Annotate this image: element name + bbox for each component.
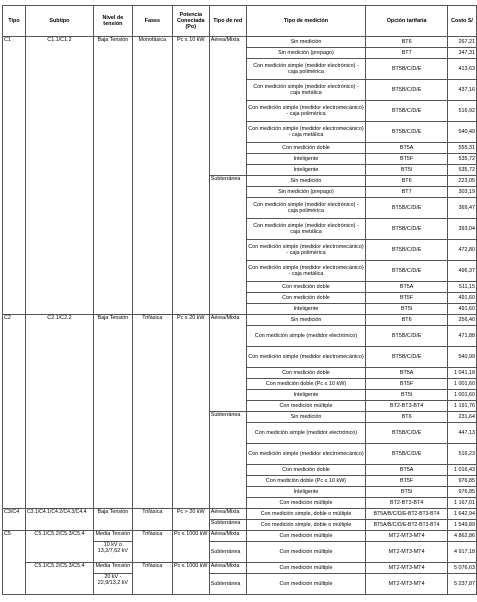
header-fases: Fases bbox=[132, 6, 172, 37]
opcion-cell: BT5F bbox=[366, 293, 448, 304]
medicion-cell: Sin medición (prepago) bbox=[246, 187, 366, 198]
opcion-cell: BT5B/C/D/E bbox=[366, 59, 448, 80]
tipo-cell: C3/C4 bbox=[3, 509, 26, 531]
medicion-cell: Con medición simple (medidor electromecánico) - caja polimérica bbox=[246, 240, 366, 261]
costo-cell: 1 016,43 bbox=[448, 465, 477, 476]
medicion-cell: Inteligente bbox=[246, 304, 366, 315]
red-cell: Aérea/Mixta bbox=[209, 563, 246, 574]
opcion-cell: BT5B/C/D/E bbox=[366, 80, 448, 101]
medicion-cell: Sin medición bbox=[246, 315, 366, 326]
potencia-cell: Pc ≤ 1000 kW bbox=[172, 531, 209, 563]
red-cell: Subterránea bbox=[209, 520, 246, 531]
medicion-cell: Inteligente bbox=[246, 487, 366, 498]
opcion-cell: BT5B/C/D/E bbox=[366, 101, 448, 122]
costo-cell: 4 917,18 bbox=[448, 542, 477, 563]
medicion-cell: Sin medición bbox=[246, 176, 366, 187]
opcion-cell: MT2-MT3-MT4 bbox=[366, 563, 448, 574]
header-row bbox=[3, 6, 477, 37]
medicion-cell: Sin medición (prepago) bbox=[246, 48, 366, 59]
opcion-cell: BT5I bbox=[366, 390, 448, 401]
medicion-cell: Con medición doble (Pc ≤ 10 kW) bbox=[246, 379, 366, 390]
fases-cell: Trifásica bbox=[132, 509, 172, 531]
opcion-cell: BT5B/C/D/E bbox=[366, 347, 448, 368]
header-subtipo: Subtipo bbox=[25, 6, 93, 37]
red-cell: Aérea/Mixta bbox=[209, 531, 246, 542]
costo-cell: 393,04 bbox=[448, 219, 477, 240]
header-tipo: Tipo bbox=[3, 6, 26, 37]
costo-cell: 1 642,94 bbox=[448, 509, 477, 520]
costo-cell: 5 237,87 bbox=[448, 574, 477, 595]
medicion-cell: Con medición simple (medidor electrónico) - caja metálica bbox=[246, 80, 366, 101]
medicion-cell: Con medición múltiple bbox=[246, 563, 366, 574]
subtipo-cell: C1.1/C1.2 bbox=[25, 37, 93, 315]
opcion-cell: BT5B/C/D/E bbox=[366, 326, 448, 347]
costo-cell: 511,15 bbox=[448, 282, 477, 293]
nivel-cell: Media Tensión bbox=[93, 563, 132, 574]
medicion-cell: Con medición simple (medidor electrónico) bbox=[246, 423, 366, 444]
opcion-cell: BT5I bbox=[366, 165, 448, 176]
red-cell: Aérea/Mixta bbox=[209, 37, 246, 176]
opcion-cell: MT2-MT3-MT4 bbox=[366, 531, 448, 542]
costo-cell: 540,99 bbox=[448, 347, 477, 368]
red-cell: Subterránea bbox=[209, 176, 246, 315]
subtipo-cell: C5.1/C5.2/C5.3/C5.4 bbox=[25, 531, 93, 563]
medicion-cell: Con medición simple (medidor electrónico) bbox=[246, 326, 366, 347]
subtipo-cell: C2.1/C2.2 bbox=[25, 315, 93, 509]
fases-cell: Trifásica bbox=[132, 315, 172, 509]
opcion-cell: BT5B/C/D/E bbox=[366, 198, 448, 219]
costo-cell: 1 549,89 bbox=[448, 520, 477, 531]
costo-cell: 496,37 bbox=[448, 261, 477, 282]
opcion-cell: BT5B/C/D/E bbox=[366, 219, 448, 240]
costo-cell: 540,49 bbox=[448, 122, 477, 143]
potencia-cell: Pc ≤ 1000 kW bbox=[172, 563, 209, 595]
opcion-cell: BT7 bbox=[366, 187, 448, 198]
tipo-cell: C5 bbox=[3, 531, 26, 595]
medicion-cell: Inteligente bbox=[246, 165, 366, 176]
potencia-cell: Pc ≤ 20 kW bbox=[172, 315, 209, 509]
costo-cell: 256,40 bbox=[448, 315, 477, 326]
medicion-cell: Con medición simple (medidor electrónico) - caja polimérica bbox=[246, 198, 366, 219]
medicion-cell: Sin medición bbox=[246, 412, 366, 423]
costo-cell: 1 041,18 bbox=[448, 368, 477, 379]
table-row bbox=[3, 509, 477, 520]
medicion-cell: Con medición doble bbox=[246, 293, 366, 304]
potencia-cell: Pc > 20 kW bbox=[172, 509, 209, 531]
opcion-cell: BT5A/B/C/D/E-BT2-BT3-BT4 bbox=[366, 509, 448, 520]
nivel-cell: Baja Tensión bbox=[93, 37, 132, 315]
opcion-cell: BT7 bbox=[366, 48, 448, 59]
costo-cell: 369,47 bbox=[448, 198, 477, 219]
medicion-cell: Con medición simple, doble o múltiple bbox=[246, 520, 366, 531]
opcion-cell: BT2-BT3-BT4 bbox=[366, 498, 448, 509]
opcion-cell: MT2-MT3-MT4 bbox=[366, 574, 448, 595]
opcion-cell: BT5B/C/D/E bbox=[366, 444, 448, 465]
opcion-cell: MT2-MT3-MT4 bbox=[366, 542, 448, 563]
fases-cell: Trifásica bbox=[132, 531, 172, 563]
medicion-cell: Con medición doble bbox=[246, 143, 366, 154]
opcion-cell: BT5A bbox=[366, 465, 448, 476]
medicion-cell: Con medición simple, doble o múltiple bbox=[246, 509, 366, 520]
opcion-cell: BT6 bbox=[366, 315, 448, 326]
costo-cell: 555,31 bbox=[448, 143, 477, 154]
medicion-cell: Con medición múltiple bbox=[246, 542, 366, 563]
opcion-cell: BT5F bbox=[366, 476, 448, 487]
red-cell: Aérea/Mixta bbox=[209, 315, 246, 412]
header-potencia: Potencia Conectada (Po) bbox=[172, 6, 209, 37]
costo-cell: 516,92 bbox=[448, 101, 477, 122]
medicion-cell: Con medición simple (medidor electromecánico) - caja metálica bbox=[246, 122, 366, 143]
medicion-cell: Con medición simple (medidor electromecánico) bbox=[246, 347, 366, 368]
medicion-cell: Con medición simple (medidor electrónico) - caja polimérica bbox=[246, 59, 366, 80]
medicion-cell: Con medición doble bbox=[246, 282, 366, 293]
red-cell: Aérea/Mixta bbox=[209, 509, 246, 520]
opcion-cell: BT5I bbox=[366, 487, 448, 498]
header-nivel: Nivel de tensión bbox=[93, 6, 132, 37]
opcion-cell: BT5A bbox=[366, 143, 448, 154]
costo-cell: 267,21 bbox=[448, 37, 477, 48]
header-tipo-red: Tipo de red bbox=[209, 6, 246, 37]
red-cell: Subterránea bbox=[209, 412, 246, 509]
medicion-cell: Con medición múltiple bbox=[246, 531, 366, 542]
connection-cost-table bbox=[2, 5, 477, 595]
table-row bbox=[3, 531, 477, 542]
costo-cell: 413,63 bbox=[448, 59, 477, 80]
medicion-cell: Con medición doble (Pc ≤ 10 kW) bbox=[246, 476, 366, 487]
medicion-cell: Inteligente bbox=[246, 154, 366, 165]
medicion-cell: Con medición doble bbox=[246, 465, 366, 476]
costo-cell: 347,31 bbox=[448, 48, 477, 59]
costo-cell: 535,72 bbox=[448, 154, 477, 165]
costo-cell: 1 191,76 bbox=[448, 401, 477, 412]
red-cell: Subterránea bbox=[209, 574, 246, 595]
costo-cell: 223,05 bbox=[448, 176, 477, 187]
opcion-cell: BT5F bbox=[366, 379, 448, 390]
opcion-cell: BT5B/C/D/E bbox=[366, 261, 448, 282]
costo-cell: 1 001,60 bbox=[448, 390, 477, 401]
nivel-detail-cell: 10 kV o 13,2/7,62 kV bbox=[93, 542, 132, 563]
opcion-cell: BT5B/C/D/E bbox=[366, 423, 448, 444]
red-cell: Subterránea bbox=[209, 542, 246, 563]
nivel-detail-cell: 20 kV - 22,9/13,2 kV bbox=[93, 574, 132, 595]
costo-cell: 472,80 bbox=[448, 240, 477, 261]
costo-cell: 303,19 bbox=[448, 187, 477, 198]
costo-cell: 976,85 bbox=[448, 487, 477, 498]
opcion-cell: BT6 bbox=[366, 412, 448, 423]
subtipo-cell: C5.1/C5.2/C5.3/C5.4 bbox=[25, 563, 93, 595]
medicion-cell: Con medición múltiple bbox=[246, 498, 366, 509]
costo-cell: 4 862,86 bbox=[448, 531, 477, 542]
header-medicion: Tipo de medición bbox=[246, 6, 366, 37]
opcion-cell: BT5A bbox=[366, 282, 448, 293]
costo-cell: 437,16 bbox=[448, 80, 477, 101]
costo-cell: 491,60 bbox=[448, 293, 477, 304]
opcion-cell: BT5A bbox=[366, 368, 448, 379]
medicion-cell: Con medición simple (medidor electrónico) - caja metálica bbox=[246, 219, 366, 240]
table-row bbox=[3, 563, 477, 574]
nivel-cell: Baja Tensión bbox=[93, 509, 132, 531]
medicion-cell: Sin medición bbox=[246, 37, 366, 48]
opcion-cell: BT6 bbox=[366, 37, 448, 48]
subtipo-cell: C3.1/C4.1/C4.2/C4.3/C4.4 bbox=[25, 509, 93, 531]
opcion-cell: BT5B/C/D/E bbox=[366, 240, 448, 261]
medicion-cell: Con medición múltiple bbox=[246, 401, 366, 412]
fases-cell: Monofásica bbox=[132, 37, 172, 315]
header-costo: Costo S/ bbox=[448, 6, 477, 37]
medicion-cell: Con medición múltiple bbox=[246, 574, 366, 595]
tipo-cell: C2 bbox=[3, 315, 26, 509]
costo-cell: 1 001,60 bbox=[448, 379, 477, 390]
opcion-cell: BT5A/B/C/D/E-BT2-BT3-BT4 bbox=[366, 520, 448, 531]
fases-cell: Trifásica bbox=[132, 563, 172, 595]
costo-cell: 1 167,01 bbox=[448, 498, 477, 509]
medicion-cell: Con medición simple (medidor electromecánico) - caja polimérica bbox=[246, 101, 366, 122]
costo-cell: 976,85 bbox=[448, 476, 477, 487]
medicion-cell: Con medición simple (medidor electromecánico) bbox=[246, 444, 366, 465]
nivel-cell: Baja Tensión bbox=[93, 315, 132, 509]
costo-cell: 5 076,63 bbox=[448, 563, 477, 574]
tipo-cell: C1 bbox=[3, 37, 26, 315]
medicion-cell: Con medición simple (medidor electromecánico) - caja metálica bbox=[246, 261, 366, 282]
costo-cell: 471,88 bbox=[448, 326, 477, 347]
costo-cell: 231,64 bbox=[448, 412, 477, 423]
medicion-cell: Inteligente bbox=[246, 390, 366, 401]
nivel-cell: Media Tensión bbox=[93, 531, 132, 542]
potencia-cell: Pc ≤ 10 kW bbox=[172, 37, 209, 315]
costo-cell: 516,23 bbox=[448, 444, 477, 465]
costo-cell: 491,60 bbox=[448, 304, 477, 315]
opcion-cell: BT5F bbox=[366, 154, 448, 165]
opcion-cell: BT5B/C/D/E bbox=[366, 122, 448, 143]
opcion-cell: BT5I bbox=[366, 304, 448, 315]
opcion-cell: BT6 bbox=[366, 176, 448, 187]
medicion-cell: Con medición doble bbox=[246, 368, 366, 379]
header-opcion: Opción tarifaria bbox=[366, 6, 448, 37]
costo-cell: 535,72 bbox=[448, 165, 477, 176]
opcion-cell: BT2-BT3-BT4 bbox=[366, 401, 448, 412]
table-row bbox=[3, 37, 477, 48]
costo-cell: 447,13 bbox=[448, 423, 477, 444]
table-row bbox=[3, 315, 477, 326]
